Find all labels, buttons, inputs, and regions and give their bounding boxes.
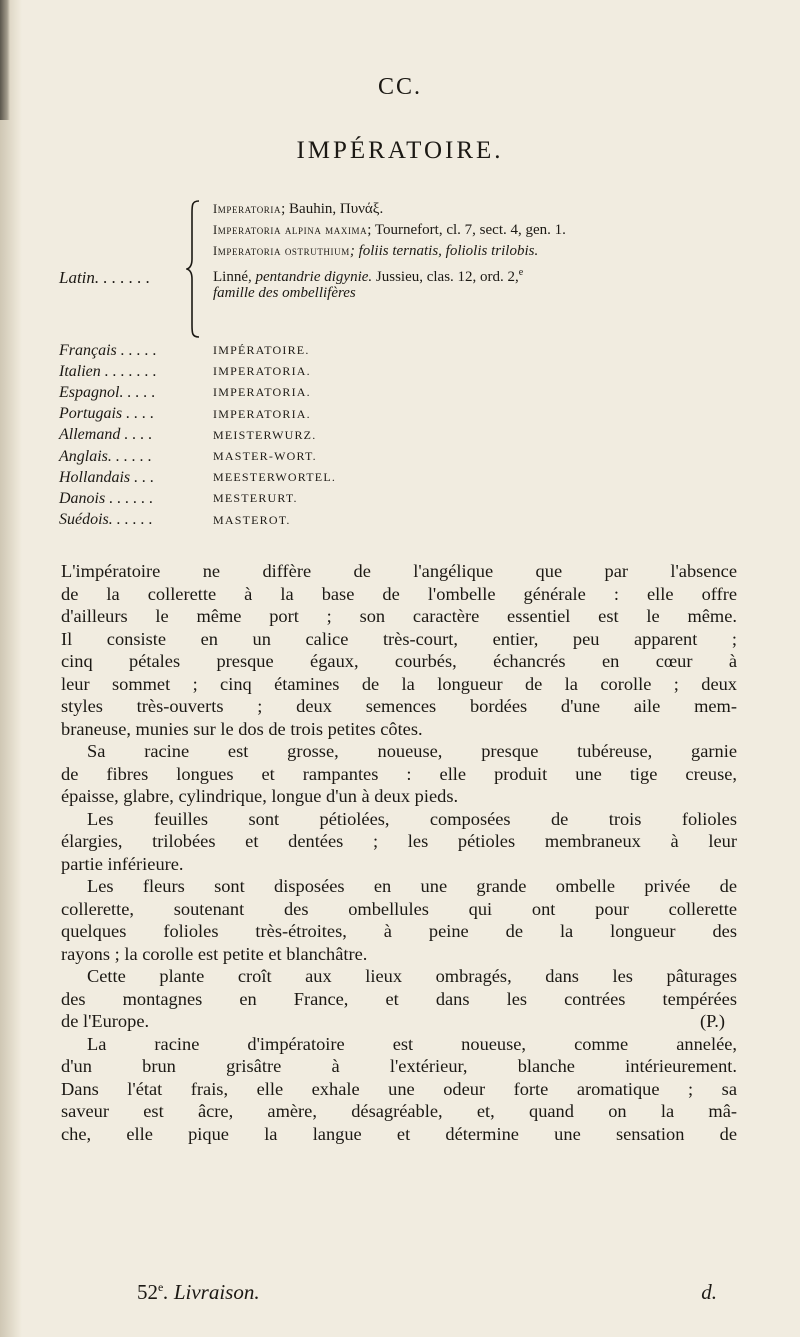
page-title: IMPÉRATOIRE.	[296, 137, 504, 164]
latin-citation: Jussieu, clas. 12, ord. 2,	[372, 269, 519, 285]
text-line: épaisse, glabre, cylindrique, longue d'un à deux pieds.	[61, 786, 459, 806]
vernacular-row	[59, 340, 579, 361]
latin-line	[213, 283, 753, 304]
text-line: de fibres longues et rampantes : elle produit une tige creuse,	[61, 763, 737, 784]
livraison-signature	[137, 1280, 260, 1305]
signature-mark: d.	[701, 1280, 717, 1304]
language-label: Italien . . . . . . .	[59, 362, 157, 380]
vernacular-name: MEISTERWURZ.	[213, 427, 317, 442]
text-line: rayons ; la corolle est petite et blanchâtre.	[61, 943, 368, 964]
vernacular-row	[59, 446, 579, 467]
vernacular-name: MASTEROT.	[213, 512, 291, 527]
vernacular-row	[59, 382, 579, 403]
language-label: Français . . . . .	[59, 341, 157, 359]
text-fragment: de l'Europe.	[61, 1011, 150, 1031]
ordinal-superscript: e	[518, 267, 524, 278]
author-reference: (P.)	[699, 1011, 725, 1031]
livraison-label: . Livraison.	[163, 1280, 260, 1304]
language-label: Allemand . . . .	[59, 426, 153, 444]
language-label: Portugais . . . .	[59, 405, 155, 423]
text-line: La racine d'impératoire est noueuse, comme annelée,	[87, 1033, 737, 1054]
vernacular-name: MEESTERWORTEL.	[213, 470, 337, 485]
language-label: Anglais. . . . . .	[59, 447, 152, 465]
text-line: styles très-ouverts ; deux semences bordées d'une aile mem-	[61, 696, 737, 716]
text-line: d'ailleurs le même port ; son caractère essentiel est le même.	[61, 606, 737, 626]
latin-classification: pentandrie digynie.	[255, 269, 373, 285]
latin-author: Linné,	[213, 269, 256, 285]
text-line: cinq pétales presque égaux, courbés, échancrés en cœur à	[61, 651, 737, 671]
language-label: Hollandais . . .	[59, 468, 155, 486]
latin-citation: ; Bauhin, Πυνάξ.	[281, 201, 384, 217]
text-line: de la collerette à la base de l'ombelle générale : elle offre	[61, 583, 737, 604]
vernacular-name: IMPÉRATOIRE.	[213, 343, 310, 358]
latin-line	[213, 199, 753, 220]
latin-line	[213, 241, 753, 262]
text-line: d'un brun grisâtre à l'extérieur, blanche intérieurement.	[61, 1056, 737, 1076]
latin-line	[213, 262, 753, 283]
livraison-number: 52	[137, 1280, 158, 1304]
latin-label: Latin. . . . . . .	[59, 268, 151, 287]
vernacular-row	[59, 361, 579, 382]
text-line: Cette plante croît aux lieux ombragés, dans les pâturages	[87, 966, 737, 986]
latin-description: ; foliis ternatis, foliolis trilobis.	[349, 243, 539, 259]
vernacular-row	[59, 425, 579, 446]
vernacular-names-table	[59, 340, 579, 531]
vernacular-name: MASTER-WORT.	[213, 449, 317, 464]
plate-number: CC.	[377, 74, 422, 100]
text-line: Les feuilles sont pétiolées, composées de trois folioles	[87, 808, 737, 829]
vernacular-name: MESTERURT.	[213, 491, 298, 506]
text-line: collerette, soutenant des ombellules qui ont pour collerette	[61, 898, 737, 919]
latin-citation: ; Tournefort, cl. 7, sect. 4, gen. 1.	[367, 222, 566, 238]
vernacular-row	[59, 488, 579, 509]
latin-name: Imperatoria alpina maxima	[213, 223, 368, 237]
page-gutter-shadow	[0, 0, 22, 1337]
text-line: Dans l'état frais, elle exhale une odeur forte aromatique ; sa	[61, 1078, 737, 1099]
vernacular-row	[59, 467, 579, 488]
vernacular-row	[59, 510, 579, 531]
text-line: braneuse, munies sur le dos de trois petites côtes.	[61, 718, 423, 739]
latin-name: Imperatoria ostruthium	[213, 244, 350, 258]
vernacular-name: IMPERATORIA.	[213, 385, 311, 400]
body-text	[61, 560, 737, 1145]
latin-line	[213, 220, 753, 241]
latin-synonyms	[213, 199, 753, 304]
binding-edge-mark	[0, 0, 10, 120]
latin-family: famille des ombellifères	[213, 285, 356, 301]
ordinal-superscript: e	[158, 1280, 164, 1294]
text-line: L'impératoire ne diffère de l'angélique que par l'absence	[61, 561, 737, 581]
page-footer	[137, 1280, 737, 1308]
synonym-brace	[186, 199, 200, 339]
text-line: Il consiste en un calice très-court, entier, peu apparent ;	[61, 628, 737, 649]
text-line: des montagnes en France, et dans les contrées tempérées	[61, 988, 737, 1009]
vernacular-row	[59, 404, 579, 425]
vernacular-name: IMPERATORIA.	[213, 406, 311, 421]
text-line: che, elle pique la langue et détermine une sensation de	[61, 1123, 737, 1144]
text-line: partie inférieure.	[61, 853, 184, 874]
latin-name: Imperatoria	[213, 202, 282, 216]
text-line: saveur est âcre, amère, désagréable, et, quand on la mâ-	[61, 1101, 737, 1121]
language-label: Espagnol. . . . .	[59, 383, 156, 401]
text-line: leur sommet ; cinq étamines de la longueur de la corolle ; deux	[61, 673, 737, 694]
language-label: Suédois. . . . . .	[59, 511, 153, 529]
text-line: Les fleurs sont disposées en une grande ombelle privée de	[87, 876, 737, 896]
language-label: Danois . . . . . .	[59, 489, 154, 507]
text-line: quelques folioles très-étroites, à peine de la longueur des	[61, 921, 737, 941]
vernacular-name: IMPERATORIA.	[213, 364, 311, 379]
text-line: Sa racine est grosse, noueuse, presque tubéreuse, garnie	[87, 741, 737, 761]
text-line: élargies, trilobées et dentées ; les pétioles membraneux à leur	[61, 831, 737, 851]
text-line	[61, 1010, 737, 1033]
